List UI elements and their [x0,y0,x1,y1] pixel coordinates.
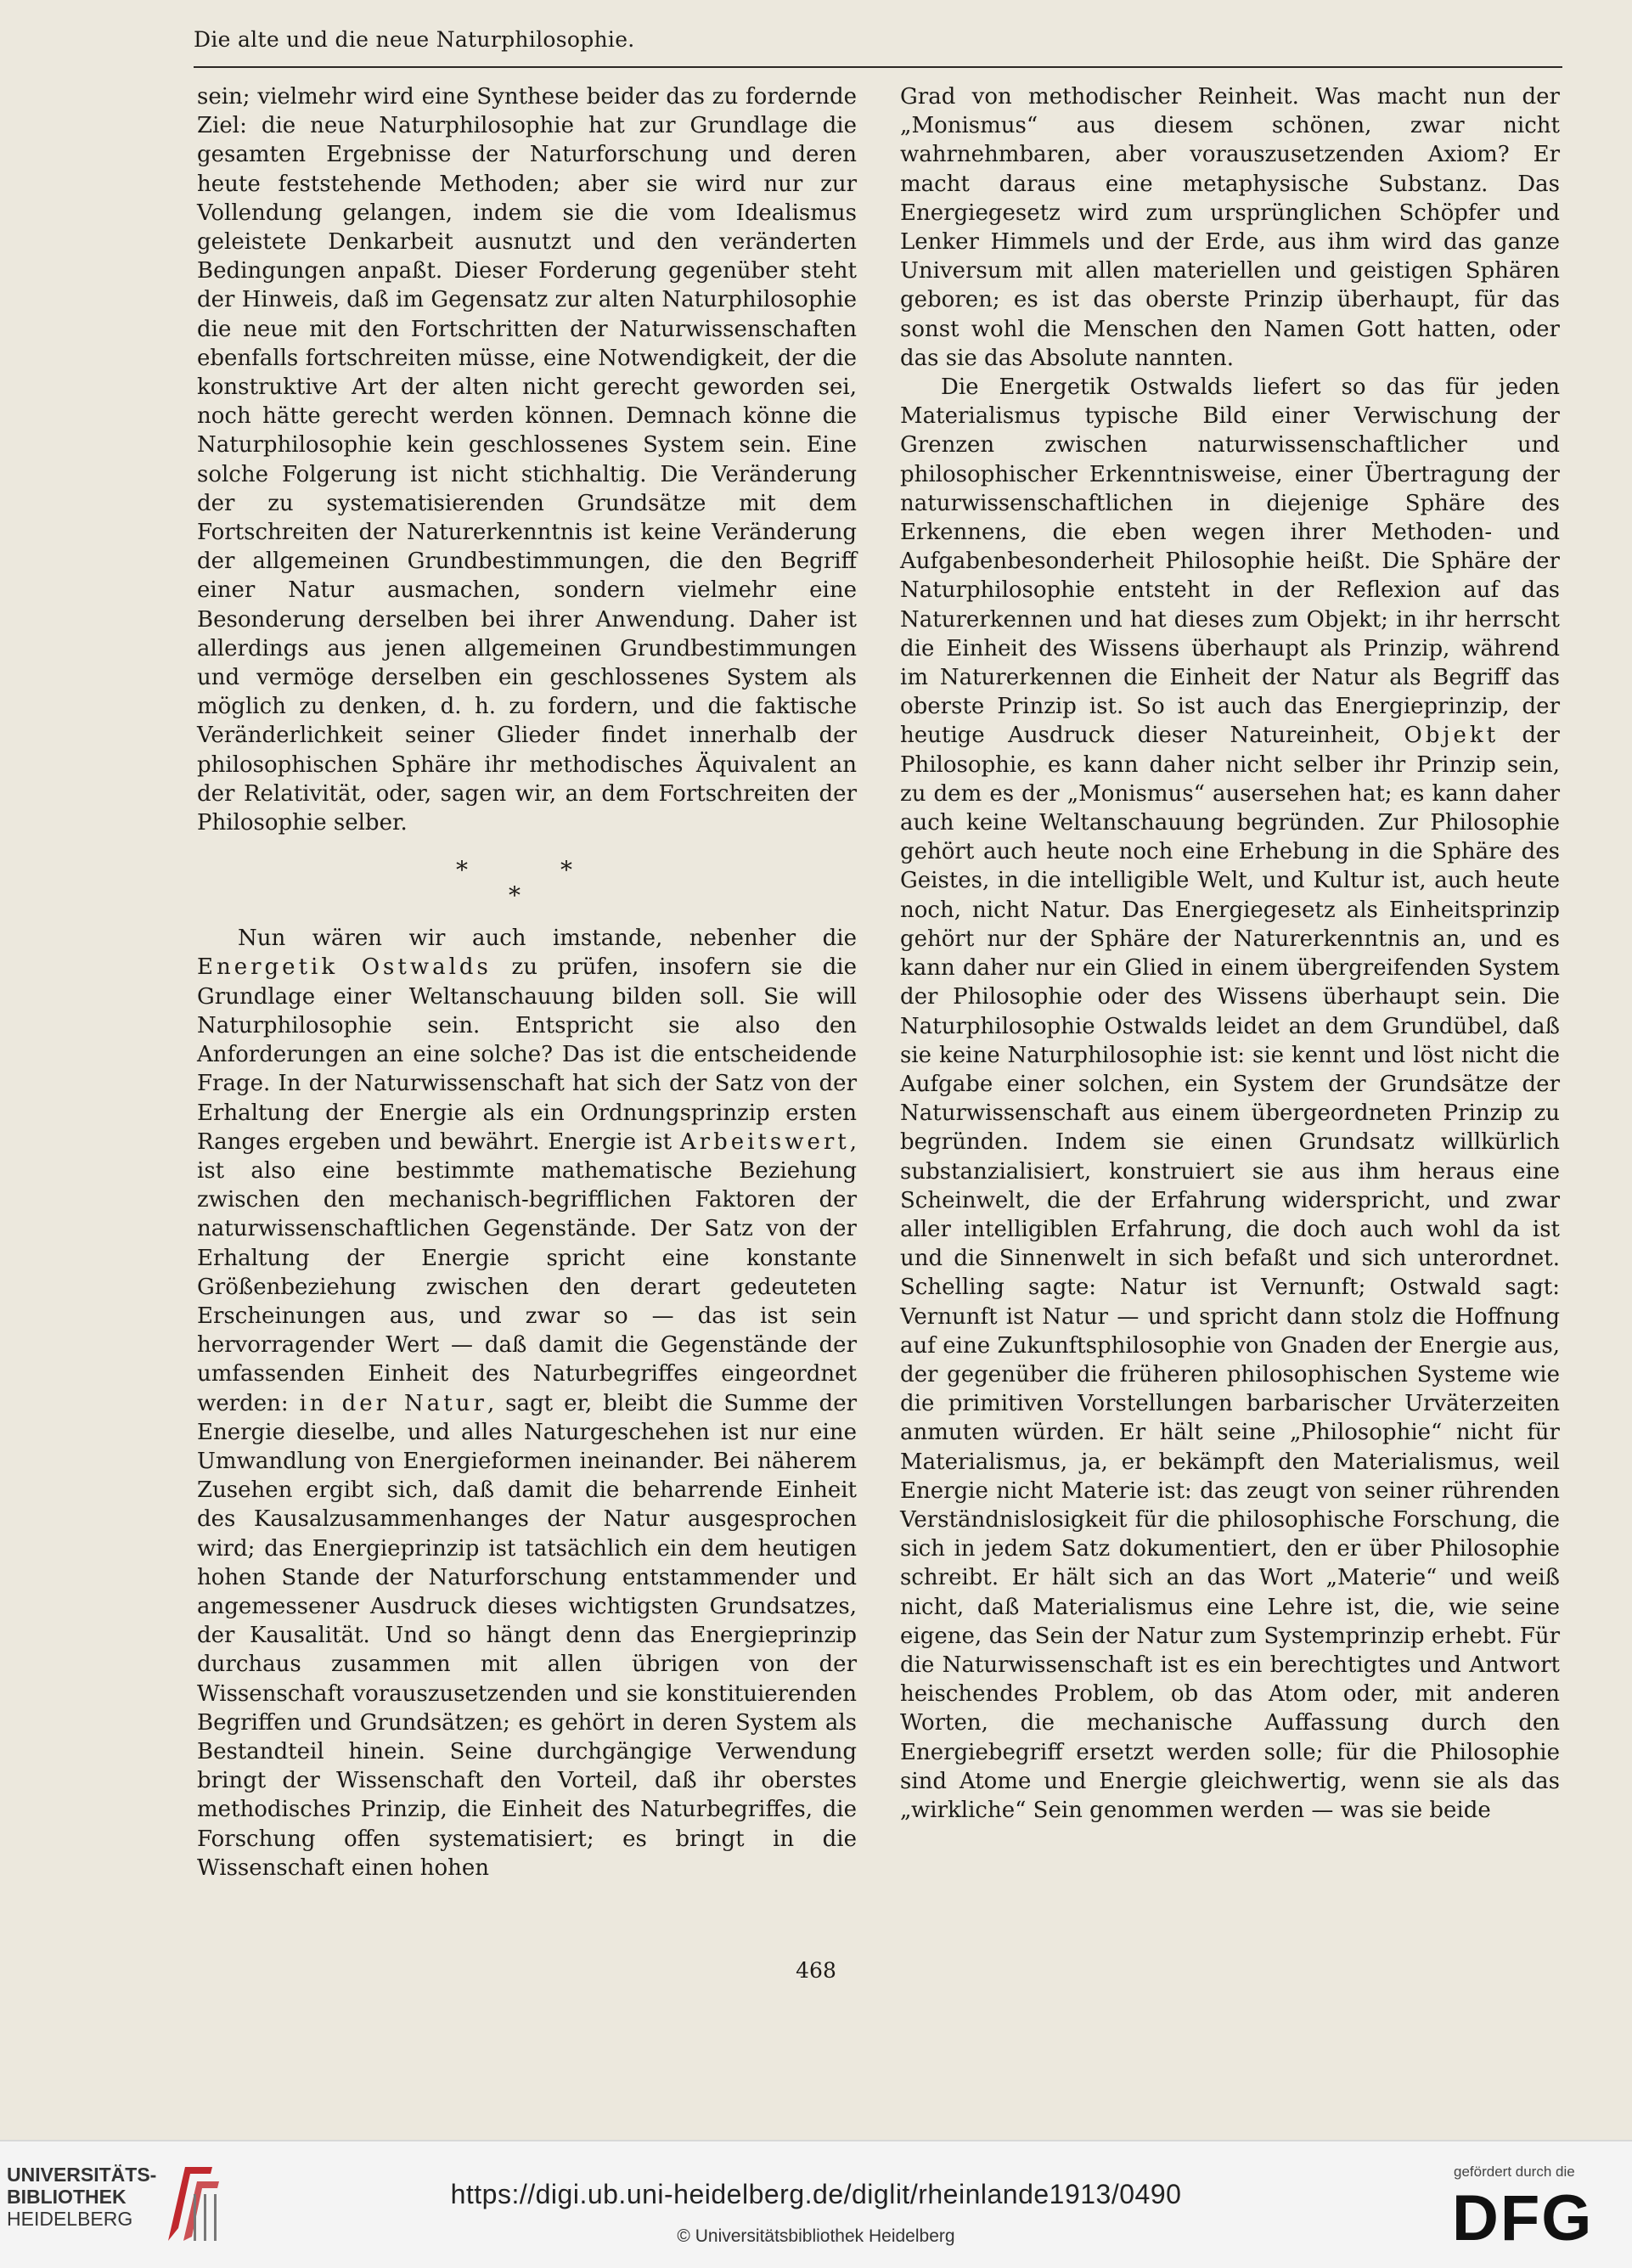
right-column [900,82,1560,1825]
dfg-logo-icon[interactable] [1452,2187,1613,2247]
text-run: Nun wären wir auch imstande, nebenher die [238,926,857,952]
library-name-line: BIBLIOTHEK [7,2186,127,2208]
text-run: , ist also eine bestimmte mathematische Beziehung zwischen den mechanisch-begrifflichen Faktoren der naturwissenschaftlichen Gegenstände. Der Satz von der Erhaltung der Energie spricht eine konstante Größenbeziehung zwischen den derart gedeuteten Erscheinungen aus, und zwar so — das ist sein hervorragender Wert — daß damit die Gegenstände der umfassenden Einheit des Naturbegriffes eingeordnet werden: [197,1128,857,1416]
left-paragraph-1: sein; vielmehr wird eine Synthese beider das zu fordernde Ziel: die neue Naturphilosophie hat zur Grundlage die gesamten Ergebnisse der Naturforschung und deren heute feststehende Methoden; aber sie wird nur zur Vollendung gelangen, indem sie die vom Idealismus geleistete Denkarbeit ausnutzt und den veränderten Bedingungen anpaßt. Dieser Forderung gegenüber steht der Hinweis, daß im Gegensatz zur alten Naturphilosophie die neue mit den Fortschritten der Naturwissenschaften ebenfalls fortschreiten müsse, eine Notwendigkeit, der die konstruktive Art der alten nicht gerecht geworden sei, noch hätte gerecht werden können. Demnach könne die Naturphilosophie kein geschlossenes System sein. Eine solche Folgerung ist nicht stichhaltig. Die Veränderung der zu systematisierenden Grundsätze mit dem Fortschreiten der Naturerkenntnis ist keine Veränderung der allgemeinen Grundbestimmungen, die den Begriff einer Natur ausmachen, sondern vielmehr eine Besonderung derselben bei ihrer Anwendung. Daher ist allerdings aus jenen allgemeinen Grundbestimmungen und vermöge derselben ein geschlossenes System als möglich zu denken, d. h. zu fordern, und die faktische Veränderlichkeit seiner Glieder findet innerhalb der philosophischen Sphäre ihr methodisches Äquivalent an der Relativität, oder, sagen wir, an dem Fortschreiten der Philosophie selber. [197,84,857,836]
library-name-line: HEIDELBERG [7,2208,133,2230]
left-paragraph-2 [197,924,857,1882]
asterisk: * [509,881,521,910]
funding-note: gefördert durch die [1454,2164,1575,2180]
left-column [197,82,857,1882]
text-run: , sagt er, bleibt die Summe der Energie dieselbe, und alles Naturgeschehen ist nur eine Umwandlung von Energieformen ineinander. Bei näherem Zusehen ergibt sich, daß damit die beharrende Einheit des Kausalzusammenhanges der Natur ausgesprochen wird; das Energieprinzip ist tatsächlich ein dem heutigen hohen Stande der Naturforschung entstammender und angemessener Ausdruck dieses wichtigsten Grundsatzes, der Kausalität. Und so hängt denn das Energieprinzip durchaus zusammen mit allen übrigen von der Wissenschaft vorauszusetzenden und sie konstituierenden Begriffen und Grundsätzen; es gehört in deren System als Bestandteil hinein. Seine durchgängige Verwendung bringt der Wissenschaft den Vorteil, daß ihr oberstes methodisches Prinzip, die Einheit des Naturbegriffes, die Forschung offen systematisiert; es bringt in die Wissenschaft einen hohen [197,1390,858,1881]
asterisk: * [560,856,572,885]
spaced-emphasis: in der Natur [299,1390,487,1416]
asterisk: * [456,856,468,885]
text-run: der Philosophie, es kann daher nicht selber ihr Prinzip sein, zu dem es der „Monismus“ ausersehen hat; es kann daher auch keine Weltanschauung begründen. Zur Philosophie gehört auch heute noch eine Erhebung in die Sphäre des Geistes, in die intelligible Welt, und Kultur ist, auch heute noch, nicht Natur. Das Energiegesetz als Einheitsprinzip gehört nur der Sphäre der Naturerkenntnis an, und es kann daher nur ein Glied in einem übergreifenden System der Philosophie oder des Wissens überhaupt sein. Die Naturphilosophie Ostwalds leidet an dem Grundübel, daß sie keine Naturphilosophie ist: sie kennt und löst nicht die Aufgabe einer solchen, ein System der Grundsätze der Naturwissenschaft aus einem übergeordneten Prinzip zu begründen. Indem sie einen Grundsatz willkürlich substanzialisiert, konstruiert sie aus ihm heraus eine Scheinwelt, die der Erfahrung widerspricht, und zwar aller intelligiblen Erfahrung, die doch auch wohl da ist und die Sinnenwelt in sich befaßt und sich unterordnet. Schelling sagte: Natur ist Vernunft; Ostwald sagt: Vernunft ist Natur — und spricht dann stolz die Hoffnung auf eine Zukunftsphilosophie von Gnaden der Energie aus, der gegenüber die früheren philosophischen Systeme wie die primitiven Vorstellungen barbarischer Urväterzeiten anmuten würden. Er hält seine „Philosophie“ nicht für Materialismus, ja, er bekämpft den Materialismus, weil Energie nicht Materie ist: das zeugt von seiner rührenden Verständnislosigkeit für die philosophische Forschung, die sich in jedem Satz dokumentiert, den er über Philosophie schreibt. Er hält sich an das Wort „Materie“ und weiß nicht, daß Materialismus eine Lehre ist, die, wie seine eigene, das Sein der Natur zum Systemprinzip erhebt. Für die Naturwissenschaft ist es ein berechtigtes und Antwort heischendes Problem, ob das Atom oder, mit anderen Worten, die mechanische Auffassung durch den Energiebegriff ersetzt werden solle; für die Philosophie sind Atome und Energie gleichwertig, wenn sie als das „wirkliche“ Sein genommen werden — was sie beide [900,723,1560,1823]
copyright-notice: © Universitätsbibliothek Heidelberg [677,2226,955,2246]
section-break-asterisks [197,844,857,920]
right-paragraph-2 [900,373,1560,1825]
spaced-emphasis: Arbeitswert [679,1128,850,1155]
header-rule [194,66,1562,68]
viewer-footer [0,2140,1632,2268]
spaced-emphasis: Objekt [1404,723,1500,749]
spaced-emphasis: Energetik Ostwalds [197,954,492,981]
permalink-url[interactable]: https://digi.ub.uni-heidelberg.de/diglit/rheinlande1913/0490 [450,2179,1182,2209]
page-number: 468 [796,1958,836,1983]
text-run: Die Energetik Ostwalds liefert so das für jeden Materialismus typische Bild einer Verwischung der Grenzen zwischen naturwissenschaftlicher und philosophischer Erkenntnisweise, einer Übertragung der naturwissenschaftlichen in diejenige Sphäre des Erkennens, die eben wegen ihrer Methoden- und Aufgabenbesonderheit Philosophie heißt. Die Sphäre der Naturphilosophie entsteht in der Reflexion auf das Naturerkennen und hat dieses zum Objekt; in ihr herrscht die Einheit des Wissens überhaupt als Prinzip, während im Naturerkennen die Einheit der Natur als Begriff das oberste Prinzip ist. So ist auch das Energieprinzip, der heutige Ausdruck dieser Natureinheit, [900,374,1560,749]
running-head: Die alte und die neue Naturphilosophie. [194,27,635,52]
text-run: zu prüfen, insofern sie die Grundlage einer Weltanschauung bilden soll. Sie will Naturphilosophie sein. Entspricht sie also den Anforderungen an eine solche? Das ist die entscheidende Frage. In der Naturwissenschaft hat sich der Satz von der Erhaltung der Energie als ein Ordnungsprinzip ersten Ranges ergeben und bewährt. Energie ist [197,954,857,1155]
dfg-logo-text: DFG [1452,2187,1594,2247]
library-name-line: UNIVERSITÄTS- [7,2164,157,2186]
right-paragraph-1: Grad von methodischer Reinheit. Was macht nun der „Monismus“ aus diesem schönen, zwar nicht wahrnehmbaren, aber vorauszusetzenden Axiom? Er macht daraus eine metaphysische Substanz. Das Energiegesetz wird zum ursprünglichen Schöpfer und Lenker Himmels und der Erde, aus ihm wird das ganze Universum mit allen materiellen und geistigen Sphären geboren; es ist das oberste Prinzip überhaupt, für das sonst wohl die Menschen den Namen Gott hatten, oder das sie das Absolute nannten. [900,84,1560,371]
